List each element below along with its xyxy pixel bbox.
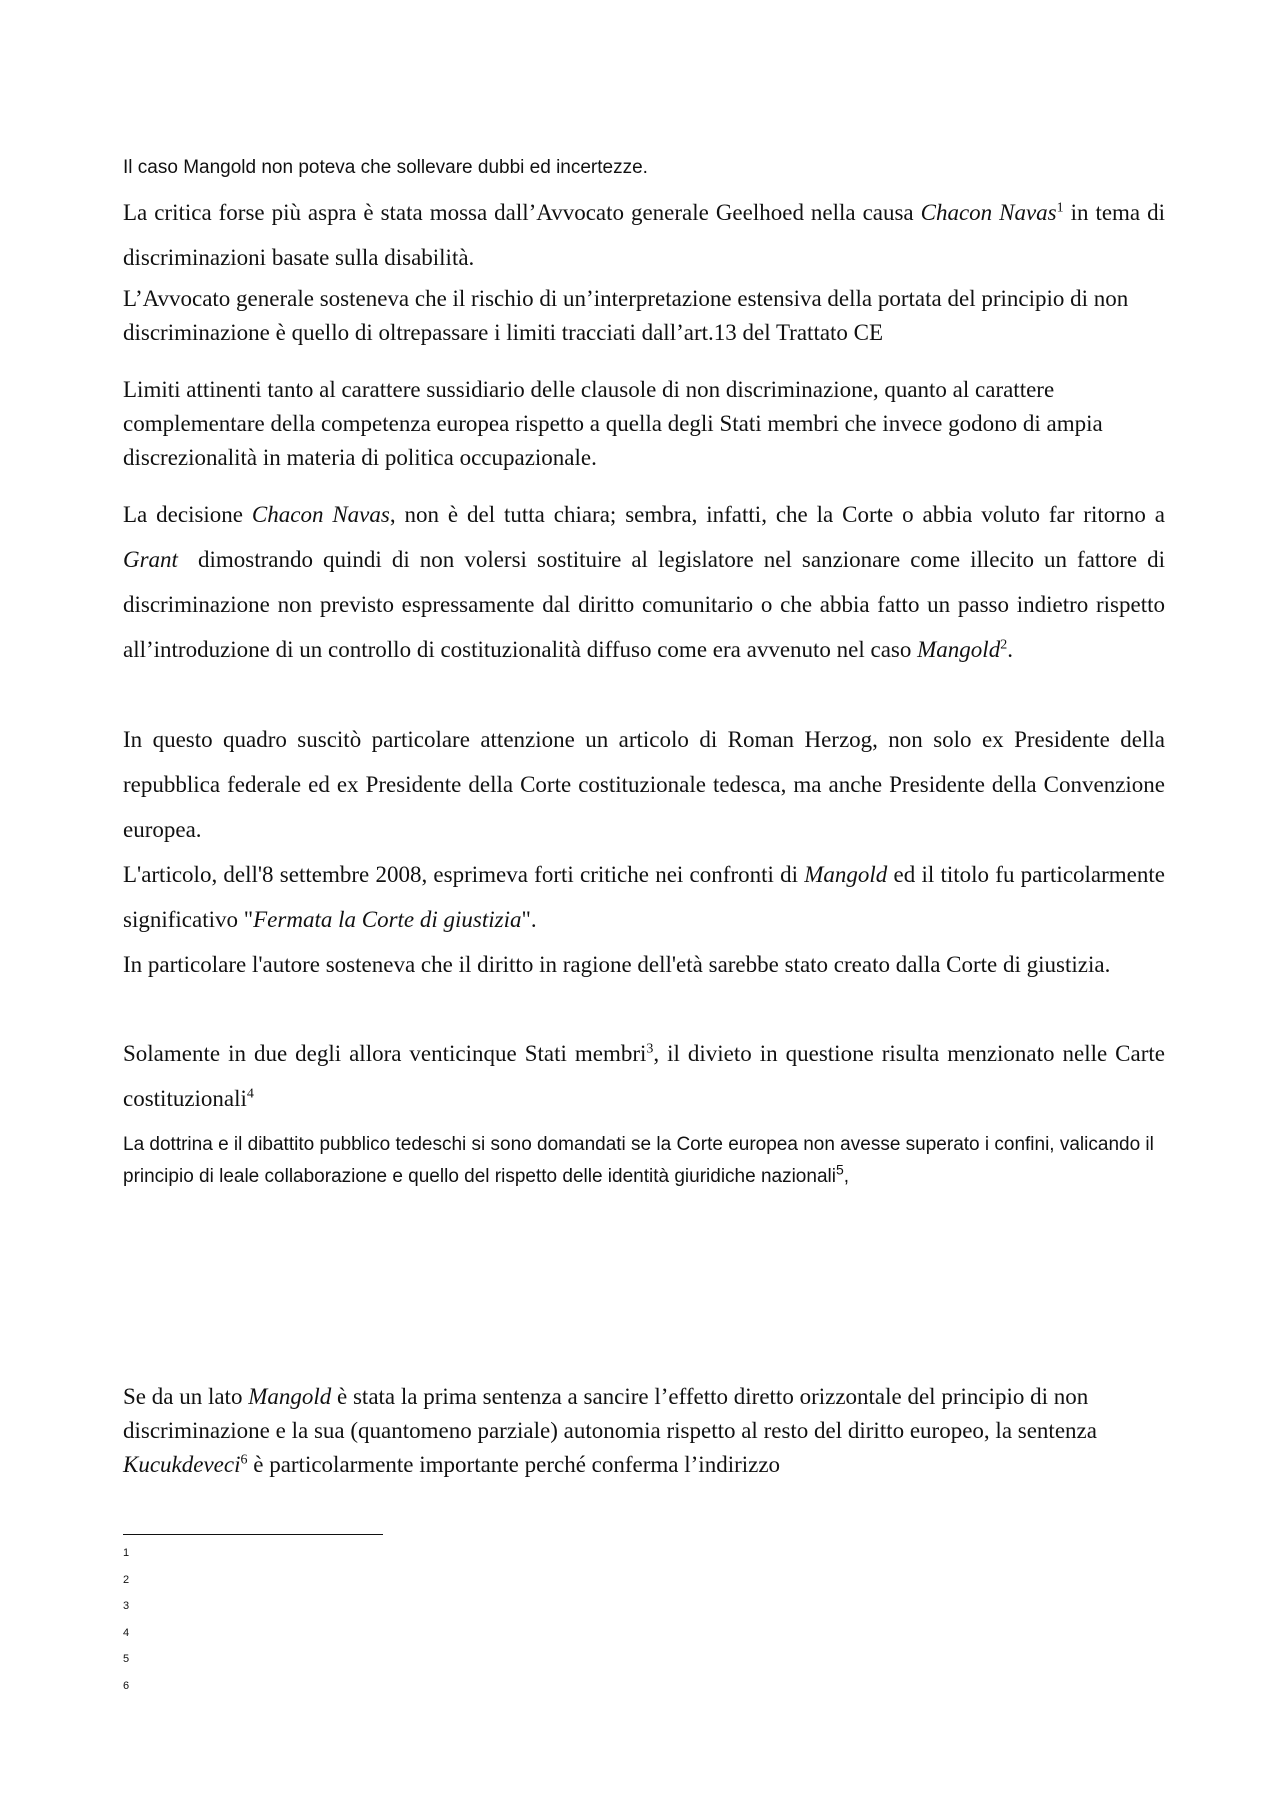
footnote-2: 2 bbox=[123, 1573, 130, 1586]
footnote-5: 5 bbox=[123, 1653, 130, 1665]
paragraph-stati-text-a: Solamente in due degli allora venticinque Stati membri bbox=[123, 1041, 647, 1066]
case-name-kucukdeveci: Kucukdeveci bbox=[123, 1452, 241, 1477]
paragraph-decisione-text-b: , non è del tutta chiara; sembra, infatti, che la Corte o abbia voluto far ritorno a bbox=[389, 502, 1165, 527]
paragraph-intro bbox=[123, 153, 1165, 183]
paragraph-articolo-text-c: ". bbox=[521, 907, 537, 932]
case-name-mangold-2: Mangold bbox=[804, 862, 888, 887]
case-name-grant: Grant bbox=[123, 547, 178, 572]
footnote-ref-6[interactable]: 6 bbox=[240, 1452, 248, 1468]
paragraph-kucukdeveci-text-a: Se da un lato bbox=[123, 1384, 249, 1409]
case-name-chacon-navas-2: Chacon Navas bbox=[251, 502, 390, 527]
paragraph-limiti bbox=[123, 373, 1165, 475]
paragraph-limiti-text: Limiti attinenti tanto al carattere sussidiario delle clausole di non discriminazione, quanto al carattere complementare della competenza europea rispetto a quella degli Stati membri che invece godono di ampia discrezionalità in materia di politica occupazionale. bbox=[123, 377, 1103, 470]
article-title: Fermata la Corte di giustizia bbox=[253, 907, 522, 932]
paragraph-dottrina bbox=[123, 1129, 1165, 1193]
paragraph-decisione-text-c: dimostrando quindi di non volersi sostituire al legislatore nel sanzionare come illecito un fattore di discriminazione non previsto espressamente dal diritto comunitario o che abbia fatto un passo indietro rispetto all’introduzione di un controllo di costituzionalità diffuso come era avvenuto nel caso bbox=[123, 547, 1171, 662]
paragraph-autore-text: In particolare l'autore sosteneva che il diritto in ragione dell'età sarebbe stato creato dalla Corte di giustizia. bbox=[123, 952, 1111, 977]
paragraph-critica-text-a: La critica forse più aspra è stata mossa dall’Avvocato generale Geelhoed nella causa bbox=[123, 200, 921, 225]
footnote-ref-5[interactable]: 5 bbox=[835, 1161, 844, 1178]
paragraph-intro-text: Il caso Mangold non poteva che sollevare dubbi ed incertezze. bbox=[123, 157, 648, 178]
paragraph-avvocato bbox=[123, 282, 1165, 350]
case-name-mangold-3: Mangold bbox=[248, 1384, 332, 1409]
paragraph-kucukdeveci bbox=[123, 1380, 1165, 1482]
case-name-chacon-navas: Chacon Navas bbox=[920, 200, 1057, 225]
footnote-separator bbox=[123, 1534, 383, 1535]
paragraph-stati-text-b: , il divieto in questione risulta menzionato nelle Carte costituzionali bbox=[123, 1041, 1165, 1111]
paragraph-dottrina-text-a: La dottrina e il dibattito pubblico tedeschi si sono domandati se la Corte europea non avesse superato i confini, valicando il principio di leale collaborazione e quello del rispetto delle identità giuridiche nazionali bbox=[123, 1134, 1154, 1187]
paragraph-dottrina-text-b: , bbox=[843, 1166, 850, 1187]
paragraph-critica-text-b: in tema di discriminazioni basate sulla disabilità. bbox=[123, 200, 1165, 270]
paragraph-decisione-text-a: La decisione bbox=[123, 502, 252, 527]
paragraph-articolo bbox=[123, 852, 1165, 942]
footnote-3: 3 bbox=[123, 1600, 130, 1612]
footnote-1: 1 bbox=[123, 1547, 130, 1559]
paragraph-decisione-text-d: . bbox=[1007, 637, 1013, 662]
paragraph-decisione bbox=[123, 492, 1171, 672]
paragraph-herzog-text: In questo quadro suscitò particolare attenzione un articolo di Roman Herzog, non solo ex Presidente della repubblica federale ed ex Presidente della Corte costituzionale tedesca, ma anche Presidente della Convenzione europea. bbox=[123, 727, 1165, 842]
paragraph-critica bbox=[123, 190, 1165, 280]
footnote-4: 4 bbox=[123, 1626, 130, 1639]
footnote-ref-1[interactable]: 1 bbox=[1056, 200, 1064, 216]
case-name-mangold: Mangold bbox=[917, 637, 1001, 662]
paragraph-articolo-text-a: L'articolo, dell'8 settembre 2008, esprimeva forti critiche nei confronti di bbox=[123, 862, 805, 887]
footnote-6: 6 bbox=[123, 1679, 130, 1692]
footnote-ref-3[interactable]: 3 bbox=[646, 1041, 654, 1057]
paragraph-kucukdeveci-text-c: è particolarmente importante perché conferma l’indirizzo bbox=[247, 1452, 781, 1477]
paragraph-articolo-text-b: ed il titolo fu particolarmente significativo " bbox=[123, 862, 1165, 932]
footnote-ref-4[interactable]: 4 bbox=[246, 1086, 254, 1102]
paragraph-kucukdeveci-text-b: è stata la prima sentenza a sancire l’effetto diretto orizzontale del principio di non discriminazione e la sua (quantomeno parziale) autonomia rispetto al resto del diritto europeo, la sentenza bbox=[123, 1384, 1097, 1443]
paragraph-herzog bbox=[123, 717, 1165, 852]
paragraph-stati-membri bbox=[123, 1031, 1165, 1121]
footnote-ref-2[interactable]: 2 bbox=[1000, 637, 1008, 653]
paragraph-autore bbox=[123, 942, 1165, 987]
footnote-list bbox=[123, 1540, 129, 1699]
paragraph-avvocato-text: L’Avvocato generale sosteneva che il rischio di un’interpretazione estensiva della portata del principio di non discriminazione è quello di oltrepassare i limiti tracciati dall’art.13 del Trattato CE bbox=[123, 286, 1129, 345]
